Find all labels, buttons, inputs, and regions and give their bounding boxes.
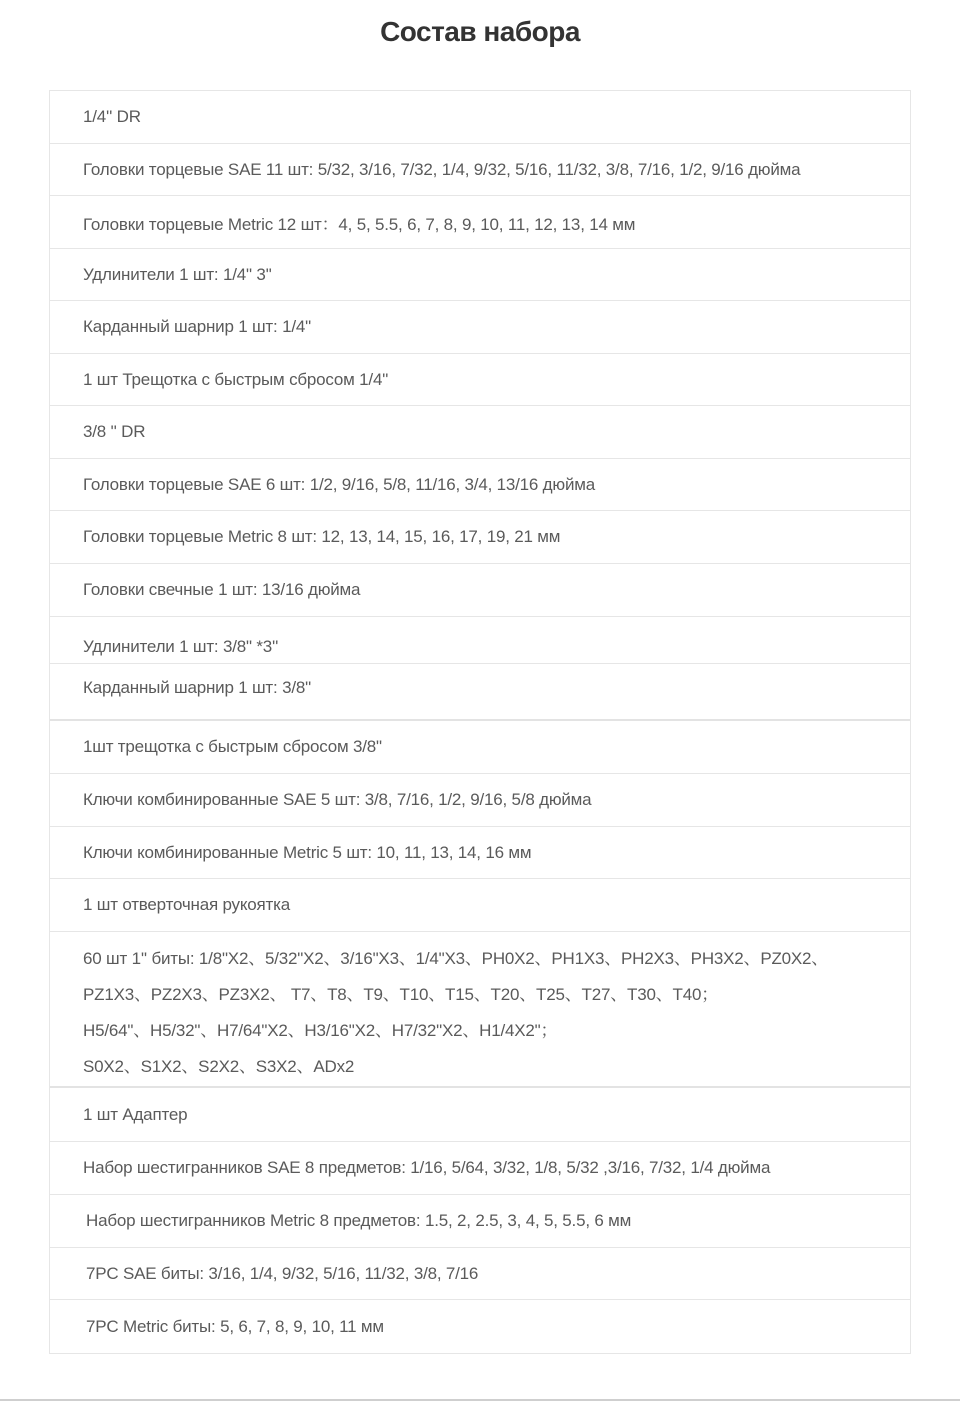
bits-line: H5/64"、H5/32"、H7/64"X2、H3/16"X2、H7/32"X2、H1/4X2"；	[83, 1021, 558, 1040]
table-row: Карданный шарнир 1 шт: 3/8"	[50, 664, 910, 721]
table-row: 3/8 '' DR	[50, 406, 910, 459]
table-row: Удлинители 1 шт: 1/4" 3''	[50, 249, 910, 301]
table-row: 1 шт Адаптер	[50, 1088, 910, 1142]
bits-line: PZ1X3、PZ2X3、PZ3X2、 T7、T8、T9、T10、T15、T20、T25、T27、T30、T40；	[83, 985, 719, 1004]
table-row: 1шт трещотка с быстрым сбросом 3/8"	[50, 721, 910, 774]
table-row: Головки торцевые Metric 8 шт: 12, 13, 14, 15, 16, 17, 19, 21 мм	[50, 511, 910, 564]
table-row: Карданный шарнир 1 шт: 1/4"	[50, 301, 910, 354]
bits-line: 60 шт 1'' биты: 1/8"X2、5/32"X2、3/16"X3、1/4"X3、PH0X2、PH1X3、PH2X3、PH3X2、PZ0X2、	[83, 949, 829, 968]
table-row: Ключи комбинированные SAE 5 шт: 3/8, 7/16, 1/2, 9/16, 5/8 дюйма	[50, 774, 910, 827]
table-row: 1 шт Трещотка с быстрым сбросом 1/4"	[50, 354, 910, 406]
table-row: Головки торцевые Metric 12 шт：4, 5, 5.5, 6, 7, 8, 9, 10, 11, 12, 13, 14 мм	[50, 196, 910, 249]
table-row: Головки торцевые SAE 6 шт: 1/2, 9/16, 5/8, 11/16, 3/4, 13/16 дюйма	[50, 459, 910, 511]
table-row: Удлинители 1 шт: 3/8" *3''	[50, 617, 910, 664]
table-row: 7PC Metric биты: 5, 6, 7, 8, 9, 10, 11 мм	[86, 1316, 384, 1336]
table-row: Ключи комбинированные Metric 5 шт: 10, 11, 13, 14, 16 мм	[50, 827, 910, 879]
table-row: Головки свечные 1 шт: 13/16 дюйма	[50, 564, 910, 617]
table-row: 1/4'' DR	[50, 91, 910, 144]
kit-contents-table	[49, 90, 911, 1354]
table-row: Набор шестигранников Metric 8 предметов: 1.5, 2, 2.5, 3, 4, 5, 5.5, 6 мм	[50, 1195, 910, 1248]
bits-line: S0X2、S1X2、S2X2、S3X2、ADx2	[83, 1057, 355, 1076]
table-row: 1 шт отверточная рукоятка	[50, 879, 910, 932]
table-row: 7PC SAE биты: 3/16, 1/4, 9/32, 5/16, 11/32, 3/8, 7/16	[50, 1248, 910, 1300]
table-row-bits	[50, 932, 910, 1088]
table-row: Набор шестигранников SAE 8 предметов: 1/16, 5/64, 3/32, 1/8, 5/32 ,3/16, 7/32, 1/4 дюйма	[50, 1142, 910, 1195]
table-row: Головки торцевые SAE 11 шт: 5/32, 3/16, 7/32, 1/4, 9/32, 5/16, 11/32, 3/8, 7/16, 1/2, 9/16 дюйма	[50, 144, 910, 196]
page-title: Состав набора	[380, 16, 580, 47]
